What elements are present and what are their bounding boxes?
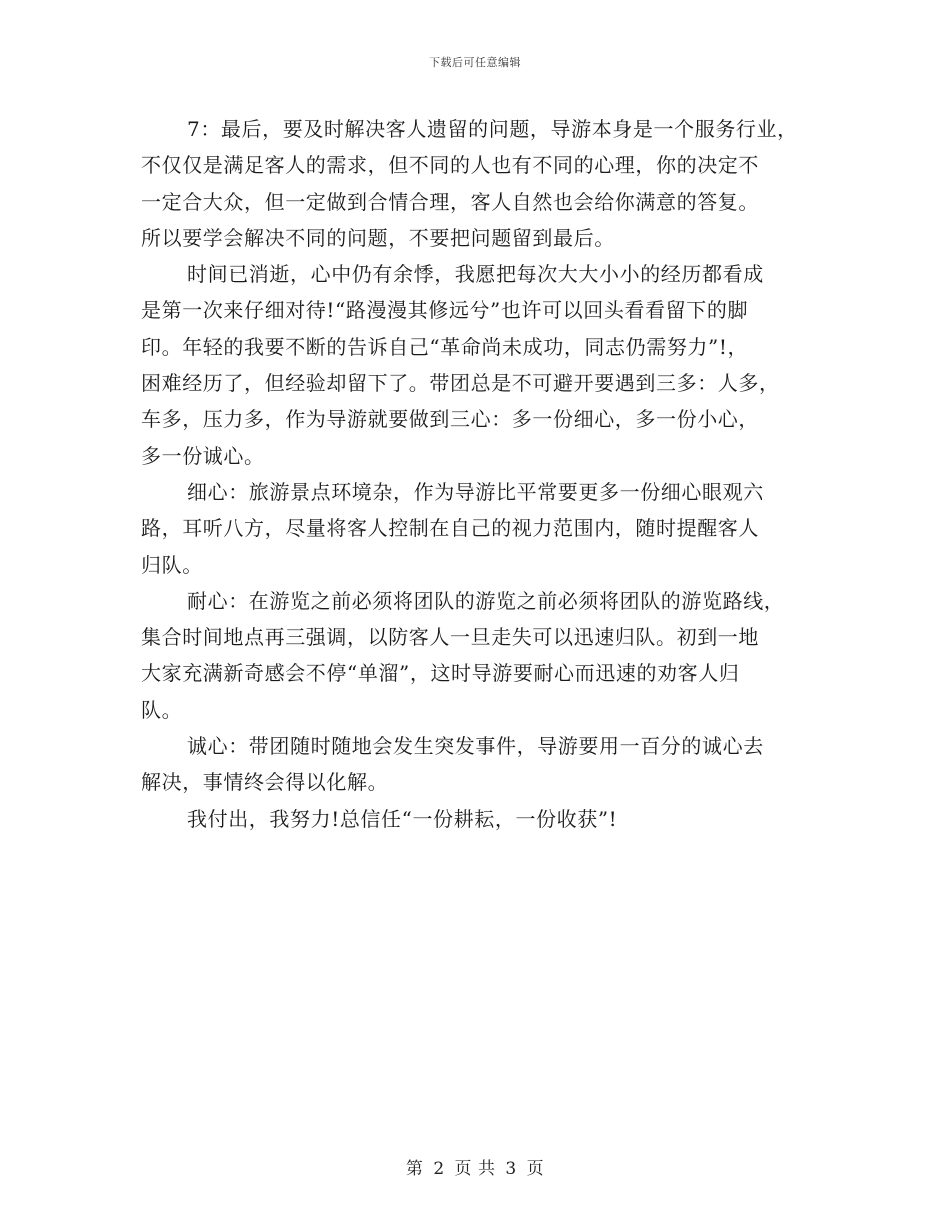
text-line: 7：最后，要及时解决客人遗留的问题，导游本身是一个服务行业， <box>187 117 798 141</box>
text-line: 是第一次来仔细对待!“路漫漫其修远兮”也许可以回头看看留下的脚 <box>141 298 749 323</box>
footer-prefix: 第 <box>405 1159 424 1179</box>
text-line: 诚心：带团随时随地会发生突发事件，导游要用一百分的诚心去 <box>187 734 764 759</box>
text-line: 细心：旅游景点环境杂，作为导游比平常要更多一份细心眼观六 <box>187 479 764 504</box>
footer-middle: 页 共 <box>454 1159 496 1179</box>
paragraph <box>141 728 816 801</box>
paragraph <box>141 474 816 583</box>
paragraph <box>141 801 816 837</box>
text-line: 集合时间地点再三强调，以防客人一旦走失可以迅速归队。初到一地 <box>141 625 759 650</box>
total-page-count: 3 <box>505 1159 517 1179</box>
page-footer <box>0 1154 950 1179</box>
text-line: 车多，压力多，作为导游就要做到三心：多一份细心，多一份小心， <box>141 407 759 432</box>
paragraph <box>141 256 816 474</box>
text-line: 路，耳听八方，尽量将客人控制在自己的视力范围内，随时提醒客人 <box>141 516 759 541</box>
text-line: 时间已消逝，心中仍有余悸，我愿把每次大大小小的经历都看成 <box>187 262 764 287</box>
text-line: 一定合大众，但一定做到合情合理，客人自然也会给你满意的答复。 <box>141 189 759 214</box>
text-line: 大家充满新奇感会不停“单溜”，这时导游要耐心而迅速的劝客人归 <box>141 661 740 686</box>
document-body <box>141 111 816 837</box>
text-line: 困难经历了，但经验却留下了。带团总是不可避开要遇到三多：人多， <box>141 371 780 396</box>
text-line: 所以要学会解决不同的问题，不要把问题留到最后。 <box>141 225 615 250</box>
footer-suffix: 页 <box>526 1159 545 1179</box>
text-line: 不仅仅是满足客人的需求，但不同的人也有不同的心理，你的决定不 <box>141 153 759 178</box>
text-line: 队。 <box>141 697 183 722</box>
text-line: 耐心：在游览之前必须将团队的游览之前必须将团队的游览路线， <box>187 588 785 613</box>
text-line: 印。年轻的我要不断的告诉自己“革命尚未成功，同志仍需努力”!， <box>141 334 749 359</box>
text-line: 多一份诚心。 <box>141 443 265 468</box>
current-page-number: 2 <box>433 1159 445 1179</box>
text-line: 解决，事情终会得以化解。 <box>141 770 389 795</box>
paragraph <box>141 583 816 728</box>
text-line: 归队。 <box>141 552 203 577</box>
page-header: 下载后可任意编辑 <box>429 56 521 69</box>
text-line: 我付出，我努力!总信任“一份耕耘，一份收获”! <box>187 806 618 831</box>
paragraph <box>141 111 816 256</box>
